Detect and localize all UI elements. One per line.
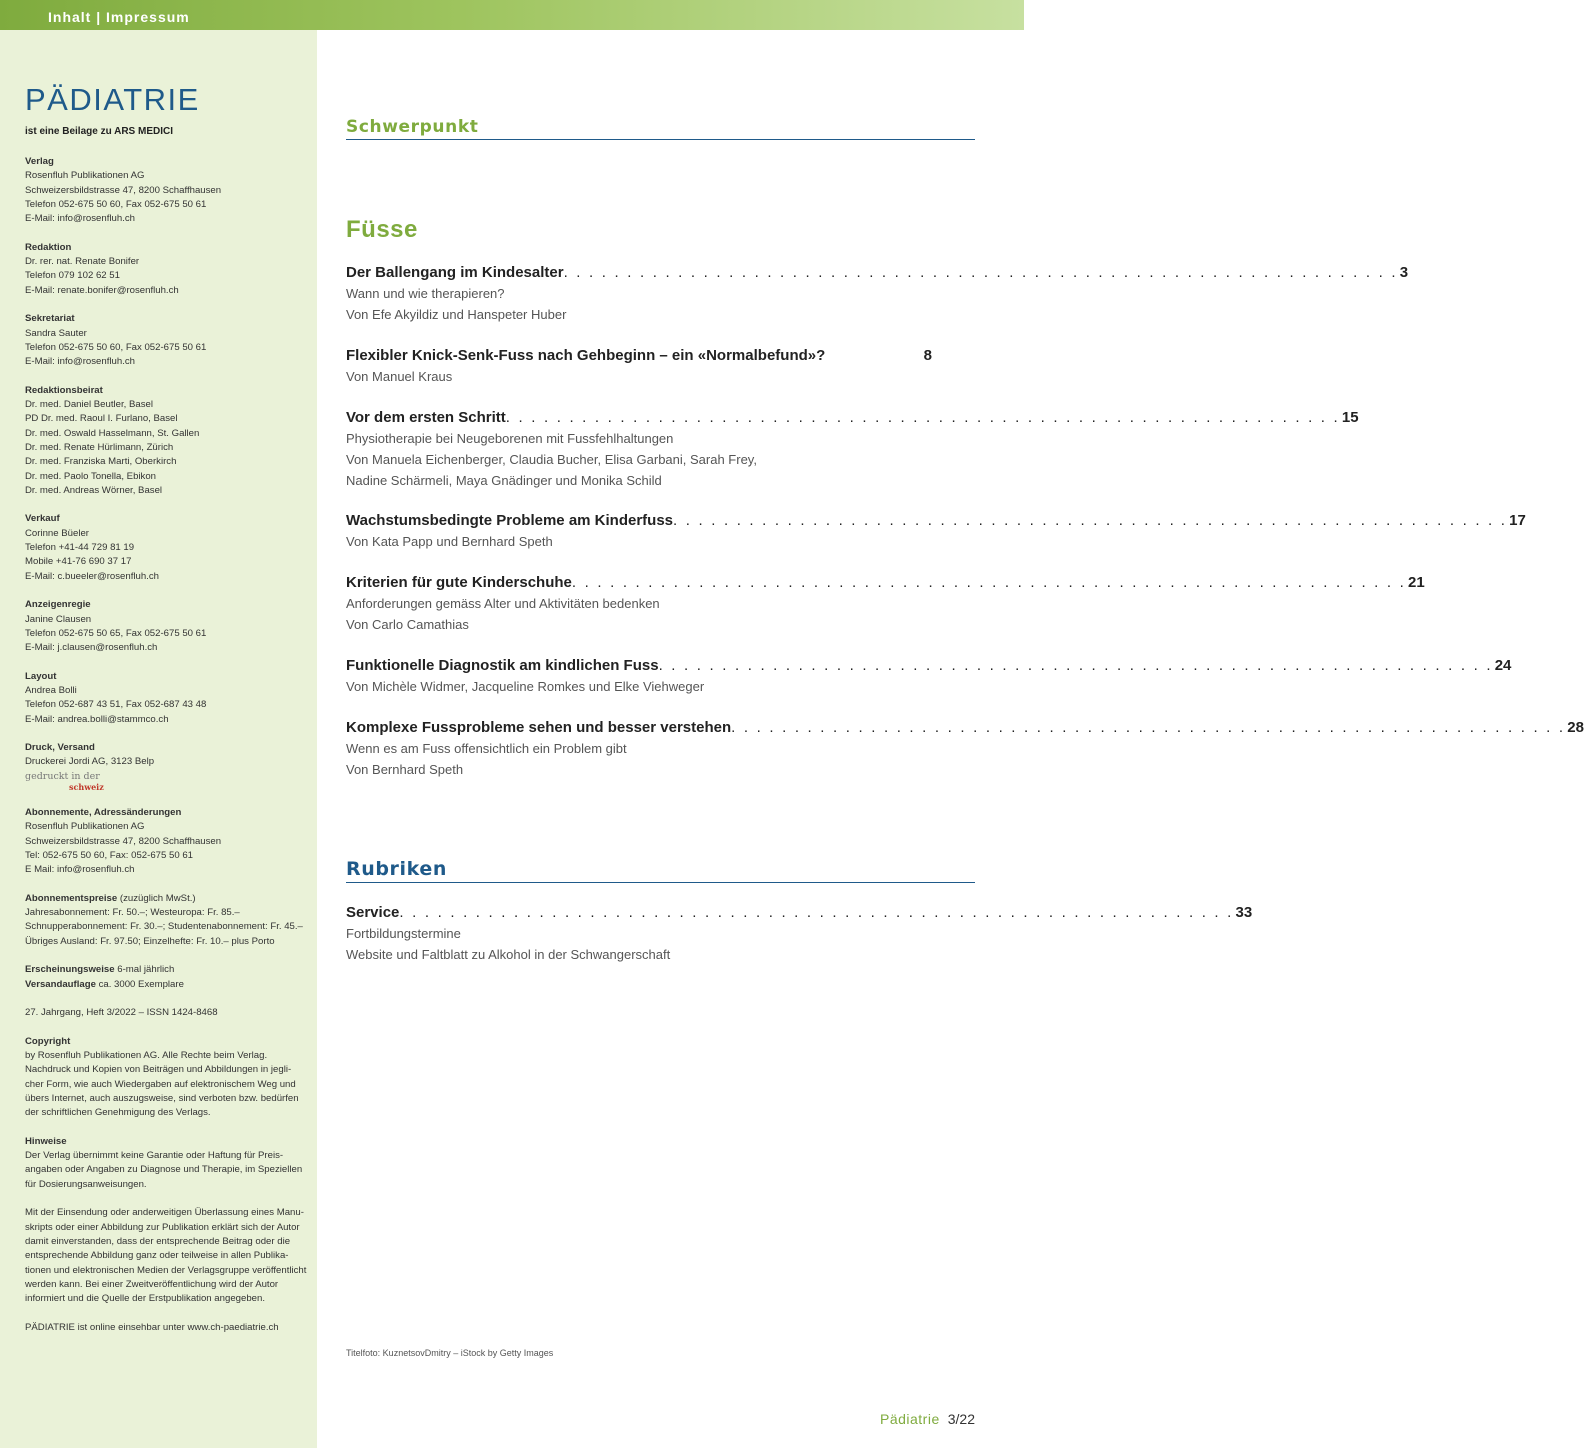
footer-page: 3/22 bbox=[947, 1411, 975, 1427]
imprint-line: Dr. med. Renate Hürlimann, Zürich bbox=[25, 441, 174, 453]
toc-entry[interactable] bbox=[346, 409, 1359, 491]
toc-entry[interactable] bbox=[346, 574, 1425, 635]
toc-authors: Von Bernhard Speth bbox=[346, 762, 464, 777]
imprint-line: skripts oder einer Abbildung zur Publikation erklärt sich der Autor bbox=[25, 1221, 300, 1233]
frequency-value: 6-mal jährlich bbox=[114, 964, 175, 976]
imprint-heading: Abonnementspreise bbox=[25, 892, 118, 904]
toc-title: Funktionelle Diagnostik am kindlichen Fuss bbox=[346, 657, 659, 674]
toc-page: 15 bbox=[1341, 409, 1359, 426]
imprint-line: Schnupperabonnement: Fr. 30.–; Studentenabonnement: Fr. 45.– bbox=[25, 921, 303, 933]
imprint-block-issue bbox=[25, 1006, 310, 1020]
toc-subtitle: Anforderungen gemäss Alter und Aktivitäten bedenken bbox=[346, 596, 660, 611]
imprint-heading: Druck, Versand bbox=[25, 742, 95, 754]
toc-leader: . . . . . . . . . . . . . . . . . . . . . . . . . . . . . . . . . . . . . . . . . . . . . . . . . . . . . . . . . . . . . . . . . . bbox=[658, 657, 1493, 674]
imprint-block-layout bbox=[25, 670, 310, 727]
imprint-line: E-Mail: andrea.bolli@stammco.ch bbox=[25, 713, 169, 725]
toc-page: 21 bbox=[1408, 574, 1425, 591]
toc-leader: . . . . . . . . . . . . . . . . . . . . . . . . . . . . . . . . . . . . . . . . . . . . . . . . . . . . . . . . . . . . . . . . . . bbox=[731, 719, 1566, 736]
toc-entry[interactable] bbox=[346, 719, 1584, 780]
toc-leader: . . . . . . . . . . . . . . . . . . . . . . . . . . . . . . . . . . . . . . . . . . . . . . . . . . . . . . . . . . . . . . . . . . bbox=[571, 574, 1407, 591]
imprint-line: Corinne Büeler bbox=[25, 527, 89, 539]
imprint-line: Druckerei Jordi AG, 3123 Belp bbox=[25, 756, 155, 768]
toc-title: Komplexe Fussprobleme sehen und besser verstehen bbox=[346, 719, 732, 736]
imprint-line: Schweizersbildstrasse 47, 8200 Schaffhausen bbox=[25, 184, 222, 196]
header-bar bbox=[0, 0, 1024, 30]
brand-title: PÄDIATRIE bbox=[25, 82, 200, 117]
imprint-line: Rosenfluh Publikationen AG bbox=[25, 821, 145, 833]
toc-page: 28 bbox=[1567, 719, 1584, 736]
toc-page: 8 bbox=[923, 347, 932, 364]
imprint-line: entsprechende Abbildung ganz oder teilweise in allen Publika- bbox=[25, 1250, 289, 1262]
imprint-heading: Redaktionsbeirat bbox=[25, 384, 103, 396]
toc-page: 33 bbox=[1235, 904, 1253, 921]
toc-subtitle: Physiotherapie bei Neugeborenen mit Fussfehlhaltungen bbox=[346, 431, 674, 446]
toc-title: Flexibler Knick-Senk-Fuss nach Gehbeginn – ein «Normalbefund»? bbox=[346, 347, 826, 364]
imprint-line: Sandra Sauter bbox=[25, 327, 87, 339]
toc-authors: Von Michèle Widmer, Jacqueline Romkes und Elke Viehweger bbox=[346, 679, 705, 694]
toc-title: Wachstumsbedingte Probleme am Kinderfuss bbox=[346, 512, 674, 529]
imprint-heading: Redaktion bbox=[25, 241, 72, 253]
imprint-block-beirat bbox=[25, 384, 310, 498]
imprint-line: E-Mail: renate.bonifer@rosenfluh.ch bbox=[25, 284, 179, 296]
issue-line: 27. Jahrgang, Heft 3/2022 – ISSN 1424-8468 bbox=[25, 1007, 218, 1019]
imprint-line: Übriges Ausland: Fr. 97.50; Einzelhefte: Fr. 10.– plus Porto bbox=[25, 935, 275, 947]
imprint-line: Dr. rer. nat. Renate Bonifer bbox=[25, 256, 140, 268]
imprint-block-redaktion bbox=[25, 241, 310, 298]
imprint-heading: Copyright bbox=[25, 1035, 71, 1047]
imprint-line: für Dosierungsanweisungen. bbox=[25, 1178, 147, 1190]
imprint-line: Andrea Bolli bbox=[25, 684, 77, 696]
imprint-heading: Verkauf bbox=[25, 513, 60, 525]
imprint-block-copyright bbox=[25, 1035, 310, 1121]
toc-entry[interactable] bbox=[346, 512, 1526, 552]
imprint-heading: Sekretariat bbox=[25, 313, 75, 325]
online-line: PÄDIATRIE ist online einsehbar unter www.ch-paediatrie.ch bbox=[25, 1321, 279, 1333]
imprint-line: tionen und elektronischen Medien der Verlagsgruppe veröffentlicht bbox=[25, 1264, 307, 1276]
imprint-heading: Layout bbox=[25, 670, 57, 682]
frequency-label: Erscheinungsweise bbox=[25, 964, 115, 976]
section-heading-rubriken: Rubriken bbox=[346, 858, 975, 883]
toc-authors: Von Efe Akyildiz und Hanspeter Huber bbox=[346, 307, 567, 322]
imprint-block-sekretariat bbox=[25, 312, 310, 369]
toc-leader: . . . . . . . . . . . . . . . . . . . . . . . . . . . . . . . . . . . . . . . . . . . . . . . . . . . . . . . . . . . . . . . . . . bbox=[563, 264, 1398, 281]
imprint-line: Telefon 052-687 43 51, Fax 052-687 43 48 bbox=[25, 699, 207, 711]
imprint-line: Dr. med. Paolo Tonella, Ebikon bbox=[25, 470, 157, 482]
imprint-line: by Rosenfluh Publikationen AG. Alle Rechte beim Verlag. bbox=[25, 1050, 268, 1062]
toc-subtitle: Website und Faltblatt zu Alkohol in der Schwangerschaft bbox=[346, 947, 671, 962]
section-heading-schwerpunkt: Schwerpunkt bbox=[346, 117, 975, 140]
imprint-block-abonnemente bbox=[25, 806, 310, 877]
photo-credit: Titelfoto: KuznetsovDmitry – iStock by Getty Images bbox=[346, 1348, 554, 1358]
toc-authors: Von Kata Papp und Bernhard Speth bbox=[346, 534, 553, 549]
toc-leader: . . . . . . . . . . . . . . . . . . . . . . . . . . . . . . . . . . . . . . . . . . . . . . . . . . . . . . . . . . . . . . . . . . bbox=[673, 512, 1508, 529]
toc-title: Vor dem ersten Schritt bbox=[346, 409, 506, 426]
toc-leader: . . . . . . . . . . . . . . . . . . . . . . . . . . . . . . . . . . . . . . . . . . . . . . . . . . . . . . . . . . . . . . . . . . bbox=[505, 409, 1340, 426]
imprint-line: PD Dr. med. Raoul I. Furlano, Basel bbox=[25, 413, 178, 425]
imprint bbox=[25, 155, 310, 1349]
prices-note: (zuzüglich MwSt.) bbox=[117, 892, 196, 904]
header-label: Inhalt | Impressum bbox=[48, 9, 190, 25]
toc-page: 17 bbox=[1509, 512, 1526, 529]
imprint-line: Telefon 052-675 50 60, Fax 052-675 50 61 bbox=[25, 198, 207, 210]
imprint-line: Telefon +41-44 729 81 19 bbox=[25, 542, 135, 554]
imprint-line: Telefon 052-675 50 60, Fax 052-675 50 61 bbox=[25, 341, 207, 353]
toc-entry[interactable] bbox=[346, 657, 1512, 697]
imprint-line: E-Mail: j.clausen@rosenfluh.ch bbox=[25, 642, 158, 654]
imprint-line: Telefon 052-675 50 65, Fax 052-675 50 61 bbox=[25, 627, 207, 639]
imprint-line: Janine Clausen bbox=[25, 613, 92, 625]
imprint-line: Dr. med. Oswald Hasselmann, St. Gallen bbox=[25, 427, 200, 439]
imprint-line: Schweizersbildstrasse 47, 8200 Schaffhausen bbox=[25, 835, 222, 847]
imprint-line: übers Internet, auch auszugsweise, sind verboten bzw. bedürfen bbox=[25, 1093, 299, 1104]
imprint-line: angaben oder Angaben zu Diagnose und Therapie, im Speziellen bbox=[25, 1164, 303, 1176]
toc-page: 24 bbox=[1494, 657, 1512, 674]
imprint-block-online bbox=[25, 1321, 310, 1335]
imprint-line: informiert und die Quelle der Erstpublikation angegeben. bbox=[25, 1293, 265, 1305]
imprint-block-verkauf bbox=[25, 512, 310, 583]
printed-in-switzerland-logo: gedruckt in der schweiz bbox=[25, 770, 104, 792]
imprint-line: Der Verlag übernimmt keine Garantie oder Haftung für Preis- bbox=[25, 1150, 284, 1162]
circulation-value: ca. 3000 Exemplare bbox=[95, 978, 184, 990]
imprint-line: Dr. med. Daniel Beutler, Basel bbox=[25, 399, 153, 411]
imprint-line: Mobile +41-76 690 37 17 bbox=[25, 556, 132, 568]
imprint-line: Dr. med. Andreas Wörner, Basel bbox=[25, 484, 163, 496]
toc-entry[interactable] bbox=[346, 347, 932, 387]
imprint-line: Tel: 052-675 50 60, Fax: 052-675 50 61 bbox=[25, 849, 194, 861]
toc-authors: Von Manuela Eichenberger, Claudia Bucher, Elisa Garbani, Sarah Frey, bbox=[346, 452, 757, 467]
brand-subtitle: ist eine Beilage zu ARS MEDICI bbox=[25, 126, 173, 137]
toc-entry[interactable] bbox=[346, 904, 1253, 965]
toc-subtitle: Wann und wie therapieren? bbox=[346, 286, 505, 301]
imprint-block-druck bbox=[25, 741, 310, 792]
imprint-block-frequency bbox=[25, 963, 310, 992]
toc-subtitle: Fortbildungstermine bbox=[346, 926, 461, 941]
imprint-block-hinweise bbox=[25, 1135, 310, 1192]
imprint-line: Telefon 079 102 62 51 bbox=[25, 270, 120, 282]
imprint-line: damit einverstanden, dass der entsprechende Beitrag oder die bbox=[25, 1235, 291, 1247]
toc-title: Service bbox=[346, 904, 400, 921]
toc-leader: . . . . . . . . . . . . . . . . . . . . . . . . . . . . . . . . . . . . . . . . . . . . . . . . . . . . . . . . . . . . . . . . . . bbox=[399, 904, 1234, 921]
imprint-block-submission bbox=[25, 1206, 310, 1306]
circulation-label: Versandauflage bbox=[25, 978, 96, 990]
imprint-block-prices bbox=[25, 892, 310, 949]
imprint-line: Rosenfluh Publikationen AG bbox=[25, 170, 145, 182]
toc-page: 3 bbox=[1399, 264, 1409, 281]
imprint-line: werden kann. Bei einer Zweitveröffentlichung wird der Autor bbox=[25, 1278, 279, 1290]
topic-title: Füsse bbox=[346, 216, 418, 243]
imprint-line: Nachdruck und Kopien von Beiträgen und Abbildungen in jegli- bbox=[25, 1064, 292, 1076]
toc-authors: Von Manuel Kraus bbox=[346, 369, 453, 384]
imprint-line: Mit der Einsendung oder anderweitigen Überlassung eines Manu- bbox=[25, 1207, 304, 1219]
imprint-heading: Hinweise bbox=[25, 1135, 67, 1147]
toc-subtitle: Wenn es am Fuss offensichtlich ein Problem gibt bbox=[346, 741, 627, 756]
imprint-heading: Anzeigenregie bbox=[25, 599, 91, 611]
toc-title: Kriterien für gute Kinderschuhe bbox=[346, 574, 572, 591]
imprint-line: E-Mail: c.bueeler@rosenfluh.ch bbox=[25, 570, 159, 582]
imprint-heading: Verlag bbox=[25, 156, 54, 167]
toc-title: Der Ballengang im Kindesalter bbox=[346, 264, 564, 281]
imprint-line: E Mail: info@rosenfluh.ch bbox=[25, 864, 135, 876]
footer-magazine: Pädiatrie bbox=[879, 1411, 940, 1427]
imprint-line: E-Mail: info@rosenfluh.ch bbox=[25, 356, 135, 368]
imprint-line: E-Mail: info@rosenfluh.ch bbox=[25, 213, 135, 225]
imprint-heading: Abonnemente, Adressänderungen bbox=[25, 807, 182, 819]
toc-authors: Nadine Schärmeli, Maya Gnädinger und Monika Schild bbox=[346, 473, 662, 488]
imprint-line: Dr. med. Franziska Marti, Oberkirch bbox=[25, 456, 177, 468]
footer bbox=[880, 1411, 975, 1427]
imprint-line: Jahresabonnement: Fr. 50.–; Westeuropa: Fr. 85.– bbox=[25, 907, 240, 919]
imprint-block-anzeigen bbox=[25, 598, 310, 655]
imprint-line: cher Form, wie auch Wiedergaben auf elektronischem Weg und bbox=[25, 1078, 296, 1090]
imprint-line: der schriftlichen Genehmigung des Verlags. bbox=[25, 1107, 211, 1119]
imprint-block-verlag bbox=[25, 155, 310, 226]
toc-entry[interactable] bbox=[346, 264, 1409, 325]
toc-authors: Von Carlo Camathias bbox=[346, 617, 469, 632]
